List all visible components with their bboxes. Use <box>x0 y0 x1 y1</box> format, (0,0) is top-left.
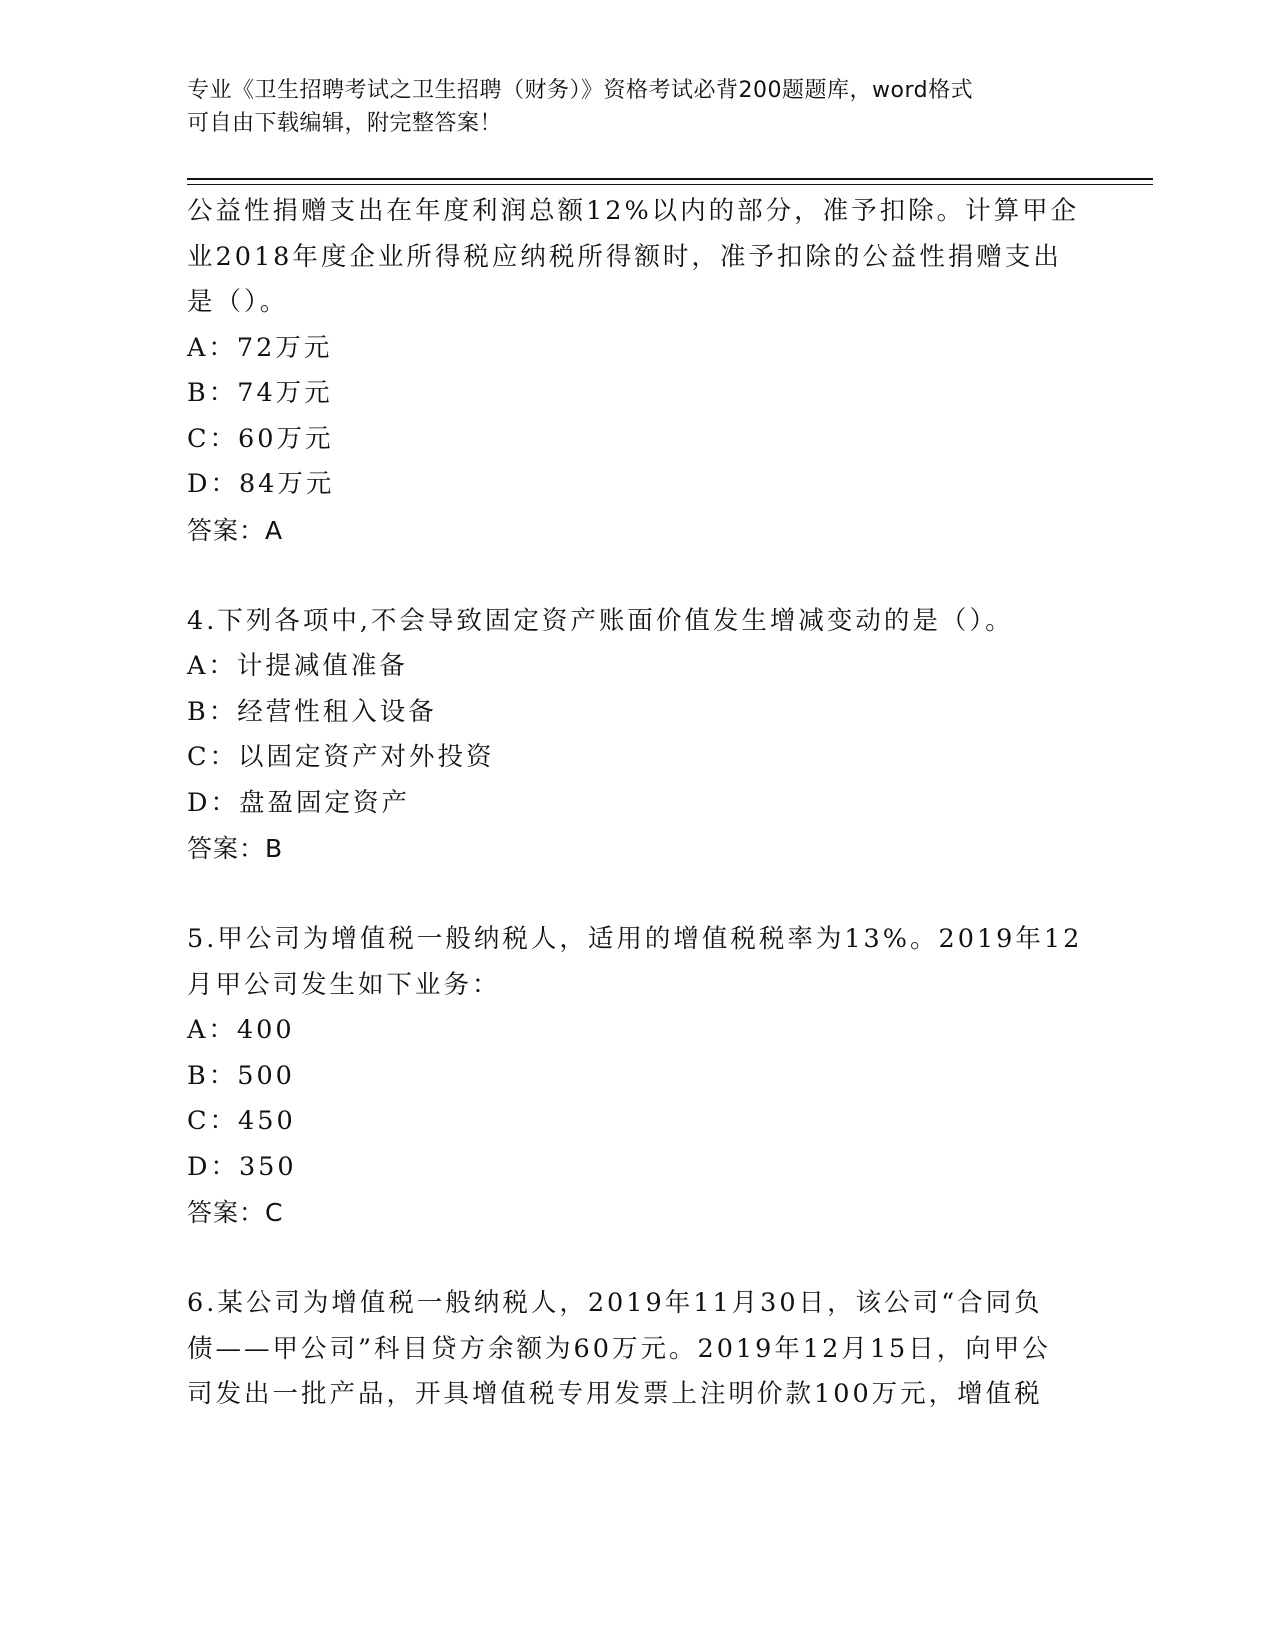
question-stem-line: 是（）。 <box>187 287 289 317</box>
option-a: A：72万元 <box>187 332 333 363</box>
question-5 <box>187 917 1087 1236</box>
question-stem-line: 业2018年度企业所得税应纳税所得额时，准予扣除的公益性捐赠支出 <box>187 241 1062 272</box>
option-b: B：74万元 <box>187 378 333 408</box>
option-d: D：盘盈固定资产 <box>187 787 410 818</box>
question-4 <box>187 599 1087 872</box>
spacer <box>187 872 1087 918</box>
header-line-2: 可自由下载编辑，附完整答案！ <box>187 111 503 136</box>
question-content <box>187 189 1087 1418</box>
question-stem-line: 债——甲公司”科目贷方余额为60万元。2019年12月15日，向甲公 <box>187 1333 1051 1364</box>
answer: 答案：B <box>187 834 284 863</box>
option-a: A：400 <box>187 1015 295 1045</box>
question-stem-line: 司发出一批产品，开具增值税专用发票上注明价款100万元，增值税 <box>187 1379 1043 1409</box>
option-d: D：84万元 <box>187 469 335 499</box>
spacer <box>187 1236 1087 1282</box>
option-c: C：60万元 <box>187 423 334 454</box>
option-a: A：计提减值准备 <box>187 651 408 681</box>
header-rule-thin <box>187 184 1153 185</box>
spacer <box>187 553 1087 599</box>
question-stem-line: 月甲公司发生如下业务： <box>187 969 501 1000</box>
question-3 <box>187 189 1087 553</box>
header-line-1: 专业《卫生招聘考试之卫生招聘（财务）》资格考试必背200题题库，word格式 <box>187 78 974 103</box>
option-d: D：350 <box>187 1151 297 1182</box>
question-stem-line: 5.甲公司为增值税一般纳税人，适用的增值税税率为13%。2019年12 <box>187 924 1083 954</box>
page-header <box>187 74 1067 140</box>
answer: 答案：A <box>187 515 284 545</box>
option-c: C：450 <box>187 1106 296 1136</box>
answer: 答案：C <box>187 1198 284 1227</box>
header-rule-thick <box>187 178 1153 180</box>
option-c: C：以固定资产对外投资 <box>187 742 495 772</box>
question-stem-line: 6.某公司为增值税一般纳税人，2019年11月30日，该公司“合同负 <box>187 1288 1043 1318</box>
option-b: B：经营性租入设备 <box>187 696 437 727</box>
question-stem-line: 4.下列各项中,不会导致固定资产账面价值发生增减变动的是（）。 <box>187 605 1014 636</box>
question-stem-line: 公益性捐赠支出在年度利润总额12%以内的部分，准予扣除。计算甲企 <box>187 196 1080 226</box>
option-b: B：500 <box>187 1060 295 1091</box>
question-6 <box>187 1281 1087 1418</box>
